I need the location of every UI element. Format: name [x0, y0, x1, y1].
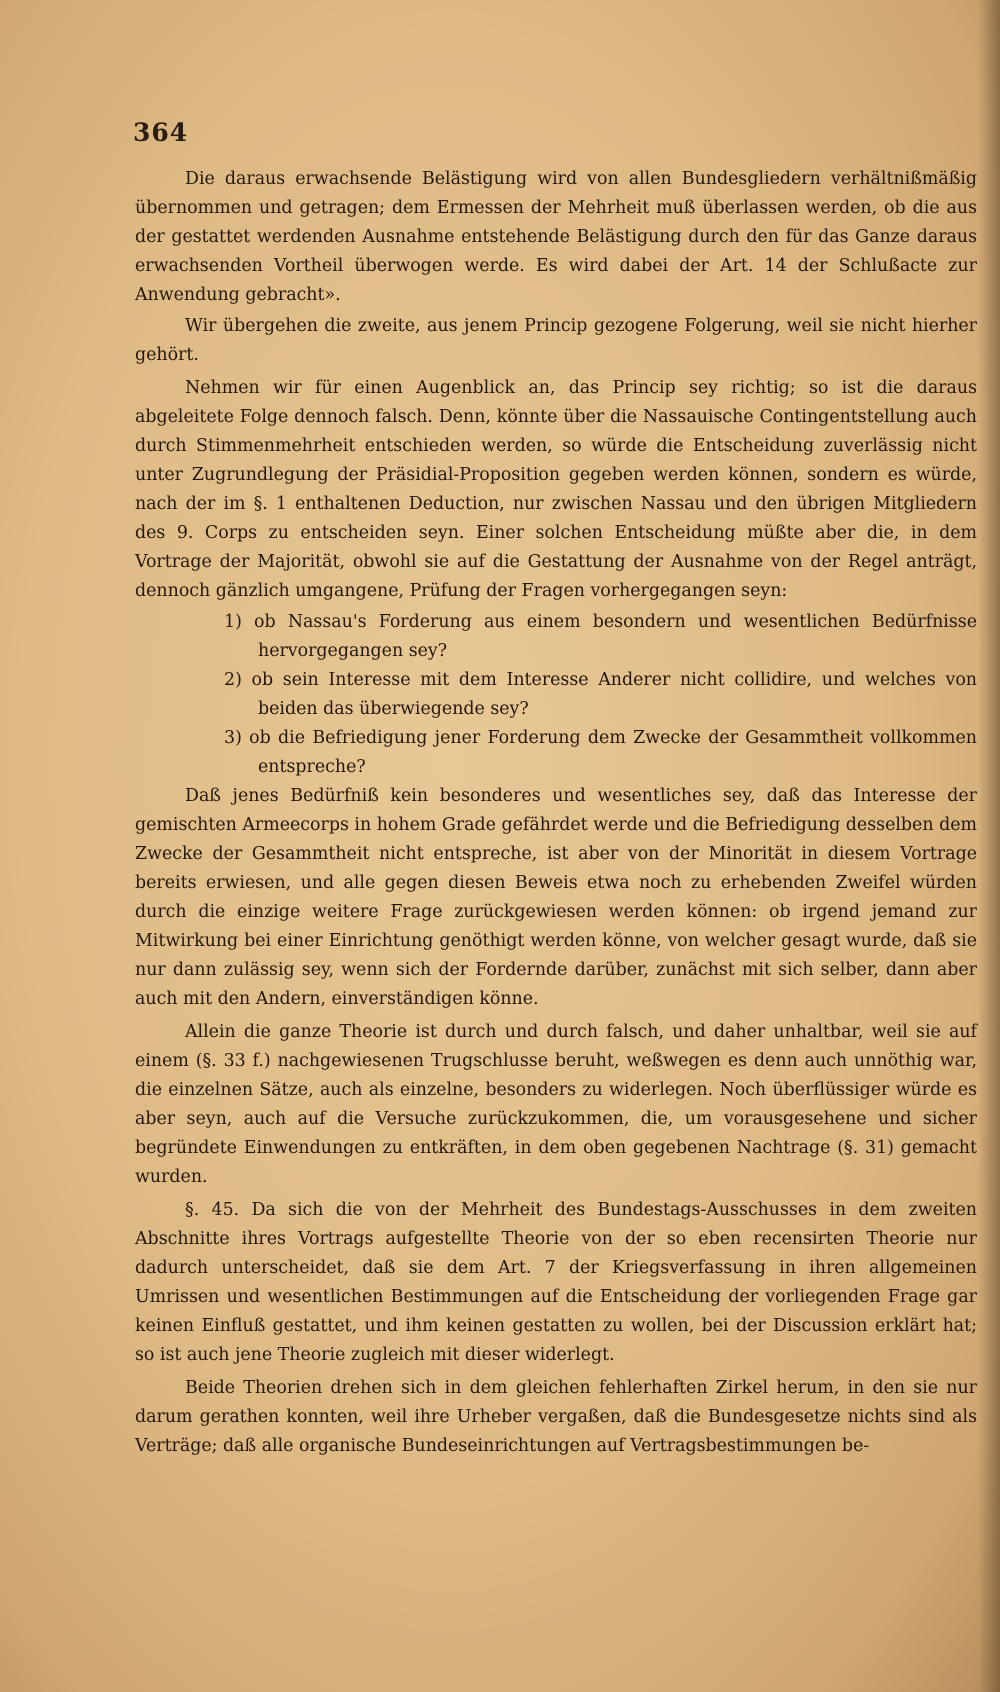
paragraph-1: Wir übergehen die zweite, aus jenem Princip gezogene Folgerung, weil sie nicht hierher gehört.	[135, 316, 977, 365]
list-item: 3) ob die Befriedigung jener Forderung dem Zwecke der Gesammtheit vollkommen entspreche?	[224, 728, 977, 777]
page-edge-shadow	[978, 0, 1000, 1692]
quote-paragraph: Die daraus erwachsende Belästigung wird von allen Bundesgliedern verhältnißmäßig übernommen und getragen; dem Ermessen der Mehrheit muß überlassen werden, ob die aus der gestattet werdenden Ausnahme entstehende Belästigung durch den für das Ganze daraus erwachsenden Vortheil überwogen werde. Es wird dabei der Art. 14 der Schlußacte zur Anwendung gebracht».	[135, 169, 977, 305]
paragraph-after-list: Daß jenes Bedürfniß kein besonderes und wesentliches sey, daß das Interesse der gemischten Armeecorps in hohem Grade gefährdet werde und die Befriedigung desselben dem Zwecke der Gesammtheit nicht entspreche, ist aber von der Minorität in diesem Vortrage bereits erwiesen, und alle gegen diesen Beweis etwa noch zu erhebenden Zweifel würden durch die einzige weitere Frage zurückgewiesen werden können: ob irgend jemand zur Mitwirkung bei einer Einrichtung genöthigt werden könne, von welcher gesagt wurde, daß sie nur dann zulässig sey, wenn sich der Fordernde darüber, zunächst mit sich selber, dann aber auch mit den Andern, einverständigen könne.	[135, 786, 977, 1009]
paragraph-beide: Beide Theorien drehen sich in dem gleichen fehlerhaften Zirkel herum, in den sie nur darum gerathen konnten, weil ihre Urheber vergaßen, daß die Bundesgesetze nichts sind als Verträge; daß alle organische Bundeseinrichtungen auf Vertragsbestimmungen be-	[135, 1378, 977, 1456]
paragraph-allein: Allein die ganze Theorie ist durch und durch falsch, und daher unhaltbar, weil sie auf einem (§. 33 f.) nachgewiesenen Trugschlusse beruht, weßwegen es denn auch unnöthig war, die einzelnen Sätze, auch als einzelne, besonders zu widerlegen. Noch überflüssiger würde es aber seyn, auch auf die Versuche zurückzukommen, die, um vorausgesehene und sicher begründete Einwendungen zu entkräften, in dem oben gegebenen Nachtrage (§. 31) gemacht wurden.	[135, 1022, 977, 1187]
list-item: 1) ob Nassau's Forderung aus einem besondern und wesentlichen Bedürfnisse hervorgegangen sey?	[224, 612, 977, 661]
paragraph-2: Nehmen wir für einen Augenblick an, das Princip sey richtig; so ist die daraus abgeleitete Folge dennoch falsch. Denn, könnte über die Nassauische Contingentstellung auch durch Stimmenmehrheit entschieden werden, so würde die Entscheidung zuverlässig nicht unter Zugrundlegung der Präsidial-Proposition gegeben werden können, sondern es würde, nach der im §. 1 enthaltenen Deduction, nur zwischen Nassau und den übrigen Mitgliedern des 9. Corps zu entscheiden seyn. Einer solchen Entscheidung müßte aber die, in dem Vortrage der Majorität, obwohl sie auf die Gestattung der Ausnahme von der Regel anträgt, dennoch gänzlich umgangene, Prüfung der Fragen vorhergegangen seyn:	[135, 378, 977, 601]
paragraph-section-45: §. 45. Da sich die von der Mehrheit des Bundestags-Ausschusses in dem zweiten Abschnitte ihres Vortrags aufgestellte Theorie von der so eben recensirten Theorie nur dadurch unterscheidet, daß sie dem Art. 7 der Kriegsverfassung in ihren allgemeinen Umrissen und wesentlichen Bestimmungen auf die Entscheidung der vorliegenden Frage gar keinen Einfluß gestattet, und ihm keinen gestatten zu wollen, bei der Discussion erklärt hat; so ist auch jene Theorie zugleich mit dieser widerlegt.	[135, 1200, 977, 1365]
body-text	[135, 165, 977, 1463]
page-number: 364	[133, 118, 189, 147]
list-item: 2) ob sein Interesse mit dem Interesse Anderer nicht collidire, und welches von beiden das überwiegende sey?	[224, 670, 977, 719]
question-list	[135, 608, 977, 782]
